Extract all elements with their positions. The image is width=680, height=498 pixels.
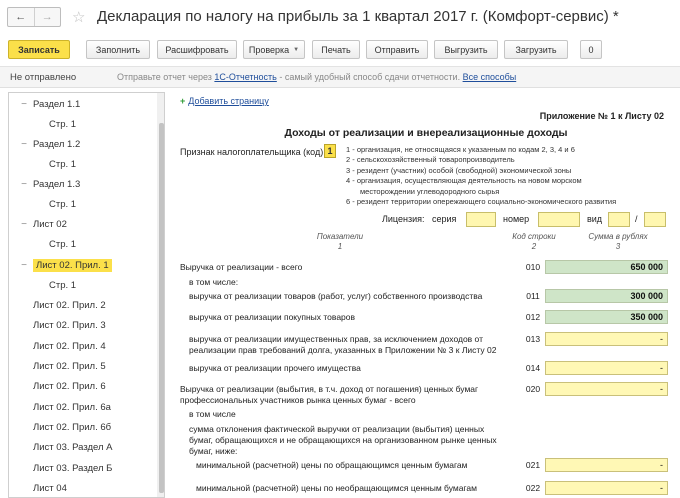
tree-item[interactable] bbox=[9, 195, 76, 213]
row-label: выручка от реализации товаров (работ, услуг) собственного производства bbox=[189, 291, 483, 301]
favorite-star-icon[interactable]: ☆ bbox=[72, 9, 86, 26]
column-header-text: Показатели bbox=[316, 232, 364, 241]
tree-item[interactable] bbox=[9, 398, 111, 416]
row-code: 021 bbox=[525, 460, 541, 470]
tree-item-label: Лист 02 bbox=[33, 218, 67, 230]
row-code: 013 bbox=[525, 334, 541, 344]
row-code: 012 bbox=[525, 312, 541, 322]
send-hint bbox=[117, 72, 516, 82]
tools-icon[interactable]: 0 bbox=[580, 40, 602, 59]
row-value[interactable]: - bbox=[545, 481, 668, 495]
tree-item-label: Раздел 1.1 bbox=[33, 98, 81, 110]
kind-label: вид bbox=[587, 214, 603, 224]
check-button-label: Проверка bbox=[248, 44, 290, 55]
appendix-title: Приложение № 1 к Листу 02 bbox=[539, 111, 664, 121]
payer-type-option: 4 - организация, осуществляющая деятельность на новом морском bbox=[346, 176, 582, 186]
tree-item-label: Лист 03. Раздел А bbox=[33, 441, 113, 453]
collapse-icon[interactable]: − bbox=[21, 178, 27, 190]
fill-button[interactable]: Заполнить bbox=[86, 40, 150, 59]
tree-item[interactable] bbox=[9, 337, 106, 355]
tree-item[interactable] bbox=[9, 479, 67, 497]
tree-item-label: Лист 02. Прил. 3 bbox=[33, 319, 106, 331]
document-title: Декларация по налогу на прибыль за 1 квартал 2017 г. (Комфорт-сервис) * bbox=[97, 8, 619, 25]
row-code: 014 bbox=[525, 363, 541, 373]
row-value[interactable]: - bbox=[545, 382, 668, 396]
send-hint-prefix: Отправьте отчет через bbox=[117, 72, 215, 82]
row-value[interactable]: - bbox=[545, 332, 668, 346]
tree-item-label: Лист 02. Прил. 6 bbox=[33, 380, 106, 392]
load-button[interactable]: Загрузить bbox=[504, 40, 568, 59]
row-value[interactable]: - bbox=[545, 458, 668, 472]
payer-type-option: месторождении углеводородного сырья bbox=[360, 186, 500, 196]
plus-icon: + bbox=[180, 96, 186, 106]
tree-item-label: Лист 02. Прил. 6б bbox=[33, 421, 112, 433]
payer-type-option: 1 - организация, не относящаяся к указанным по кодам 2, 3, 4 и 6 bbox=[346, 145, 575, 154]
tree-item[interactable] bbox=[9, 418, 111, 436]
send-status-bar bbox=[0, 66, 680, 88]
tree-item-label: Лист 02. Прил. 2 bbox=[33, 299, 106, 311]
column-header-sum bbox=[568, 232, 668, 252]
row-label: минимальной (расчетной) цены по необращающимся ценным бумагам bbox=[196, 483, 477, 493]
column-header-text: Сумма в рублях bbox=[588, 232, 648, 241]
add-page-label: Добавить страницу bbox=[188, 96, 269, 106]
column-header-code bbox=[502, 232, 566, 252]
tree-item-label: Стр. 1 bbox=[49, 238, 77, 250]
forward-icon[interactable]: → bbox=[34, 8, 61, 26]
row-code: 011 bbox=[526, 291, 540, 301]
back-icon[interactable]: ← bbox=[15, 11, 27, 23]
payer-type-option: 2 - сельскохозяйственный товаропроизводитель bbox=[346, 155, 515, 165]
tree-item-label: Раздел 1.2 bbox=[33, 138, 81, 150]
row-code: 020 bbox=[525, 384, 541, 394]
collapse-icon[interactable]: − bbox=[21, 218, 27, 230]
payer-type-options bbox=[346, 145, 616, 207]
tree-item-label: Стр. 1 bbox=[49, 198, 77, 210]
tree-item-label: Стр. 1 bbox=[49, 279, 77, 291]
license-series-input[interactable] bbox=[466, 212, 496, 227]
print-button[interactable]: Печать bbox=[312, 40, 360, 59]
send-button[interactable]: Отправить bbox=[366, 40, 428, 59]
payer-type-option: 3 - резидент (участник) особой (свободной) экономической зоны bbox=[346, 165, 572, 175]
tree-item-label: Стр. 1 bbox=[49, 118, 77, 130]
payer-type-input[interactable]: 1 bbox=[324, 144, 336, 158]
slash-label: / bbox=[635, 214, 638, 224]
row-label: выручка от реализации имущественных прав, за исключением доходов от реализации прав требований долга, указанных в Приложении № 3 к Листу 02 bbox=[189, 334, 497, 355]
sections-tree bbox=[8, 92, 165, 498]
row-value[interactable]: 300 000 bbox=[545, 289, 668, 303]
row-label: Выручка от реализации (выбытия, в т.ч. доход от погашения) ценных бумаг профессиональных участников рынка ценных бумаг - всего bbox=[180, 384, 479, 405]
column-header-text: Код строки bbox=[512, 232, 556, 241]
collapse-icon[interactable]: − bbox=[21, 98, 27, 110]
tree-item-label: Стр. 1 bbox=[49, 158, 77, 170]
row-label: Выручка от реализации - всего bbox=[180, 262, 303, 272]
upload-button[interactable]: Выгрузить bbox=[434, 40, 498, 59]
tree-item[interactable] bbox=[9, 276, 76, 294]
row-value[interactable]: 350 000 bbox=[545, 310, 668, 324]
tree-item-label: Лист 02. Прил. 5 bbox=[33, 360, 106, 372]
license-number-input[interactable] bbox=[538, 212, 580, 227]
number-label: номер bbox=[503, 214, 530, 224]
column-header-indicators bbox=[290, 232, 390, 252]
save-button[interactable]: Записать bbox=[8, 40, 70, 59]
all-methods-link[interactable]: Все способы bbox=[462, 72, 517, 82]
tree-item[interactable] bbox=[9, 316, 106, 334]
row-label: выручка от реализации покупных товаров bbox=[189, 312, 356, 322]
row-label: выручка от реализации прочего имущества bbox=[189, 363, 361, 373]
row-value[interactable]: - bbox=[545, 361, 668, 375]
send-hint-middle: - самый удобный способ сдачи отчетности. bbox=[276, 72, 463, 82]
decode-button[interactable]: Расшифровать bbox=[157, 40, 237, 59]
send-status: Не отправлено bbox=[10, 72, 77, 83]
tree-item[interactable] bbox=[9, 377, 106, 395]
tree-item[interactable] bbox=[9, 459, 112, 477]
row-code: 010 bbox=[525, 262, 541, 272]
tree-item-label: Лист 02. Прил. 4 bbox=[33, 340, 106, 352]
row-label: минимальной (расчетной) цены по обращающимся ценным бумагам bbox=[196, 460, 468, 470]
column-header-num: 1 bbox=[337, 242, 343, 251]
1c-reporting-link[interactable]: 1С-Отчетность bbox=[214, 72, 277, 82]
payer-type-option: 6 - резидент территории опережающего социально-экономического развития bbox=[346, 197, 617, 207]
license-label: Лицензия: bbox=[382, 214, 425, 224]
collapse-icon[interactable]: − bbox=[21, 138, 27, 150]
tree-item[interactable] bbox=[9, 357, 106, 375]
tree-item[interactable] bbox=[9, 438, 113, 456]
toolbar bbox=[0, 38, 680, 62]
chevron-down-icon: ▼ bbox=[293, 46, 300, 53]
row-label: в том числе: bbox=[189, 277, 239, 287]
tree-item[interactable] bbox=[9, 135, 80, 153]
tree-item[interactable] bbox=[9, 296, 106, 314]
payer-type-label: Признак налогоплательщика (код) bbox=[180, 147, 324, 157]
section-title: Доходы от реализации и внереализационные доходы bbox=[284, 127, 568, 139]
declaration-form bbox=[172, 92, 680, 498]
tree-item[interactable] bbox=[9, 115, 76, 133]
check-dropdown-button[interactable] bbox=[243, 40, 305, 59]
row-code: 022 bbox=[525, 483, 541, 493]
tree-item[interactable] bbox=[9, 175, 80, 193]
license-kind-input[interactable] bbox=[608, 212, 630, 227]
navigation-buttons bbox=[7, 7, 61, 27]
row-label: сумма отклонения фактической выручки от реализации (выбытия) ценных бумаг, обращающихся и не обращающихся на организованном рынке ценных бумаг, ниже: bbox=[189, 424, 497, 456]
tree-item[interactable] bbox=[9, 235, 76, 253]
collapse-icon[interactable]: − bbox=[21, 259, 27, 271]
tree-item-label: Лист 02. Прил. 1 bbox=[33, 259, 112, 272]
tree-item[interactable] bbox=[9, 215, 67, 233]
sidebar-scroll-thumb[interactable] bbox=[159, 123, 164, 493]
series-label: серия bbox=[432, 214, 457, 224]
column-header-num: 3 bbox=[615, 242, 621, 251]
tree-item-label: Лист 03. Раздел Б bbox=[33, 462, 113, 474]
license-kind2-input[interactable] bbox=[644, 212, 666, 227]
tree-item-label: Лист 04 bbox=[33, 482, 67, 494]
add-page-link[interactable] bbox=[180, 96, 269, 106]
column-header-num: 2 bbox=[531, 242, 537, 251]
tree-item-label: Раздел 1.3 bbox=[33, 178, 81, 190]
tree-item-selected[interactable] bbox=[9, 256, 112, 274]
tree-item[interactable] bbox=[9, 95, 80, 113]
row-value[interactable]: 650 000 bbox=[545, 260, 668, 274]
title-bar bbox=[0, 0, 680, 36]
tree-item[interactable] bbox=[9, 155, 76, 173]
row-label: в том числе bbox=[189, 409, 236, 419]
tree-item-label: Лист 02. Прил. 6а bbox=[33, 401, 111, 413]
